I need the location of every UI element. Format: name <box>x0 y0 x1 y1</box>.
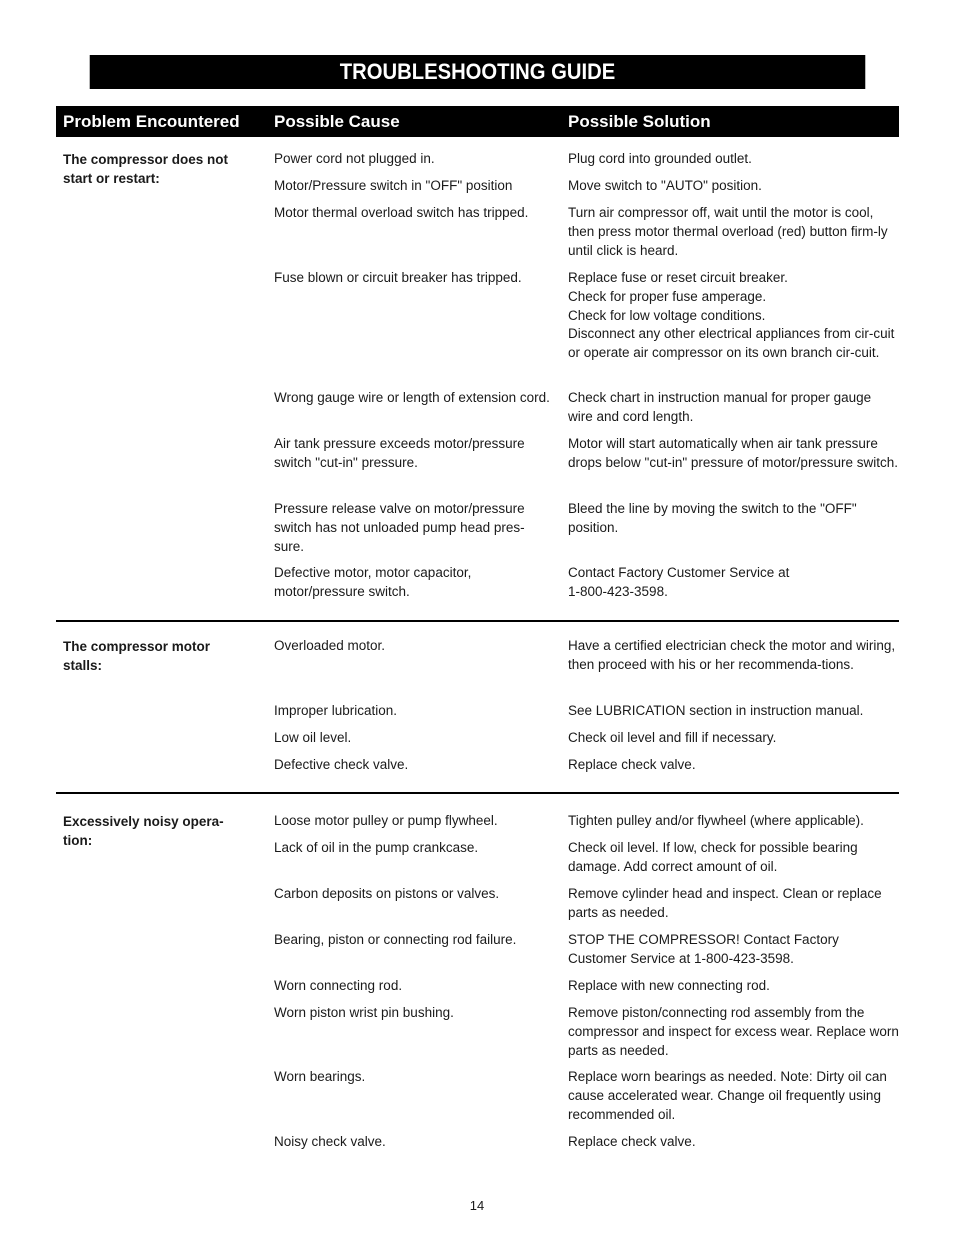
solution-cell: Contact Factory Customer Service at 1-800-423-3598. <box>568 565 790 599</box>
cause-cell: Bearing, piston or connecting rod failure. <box>274 932 517 947</box>
solution-cell: Replace with new connecting rod. <box>568 978 770 993</box>
cause-cell: Loose motor pulley or pump flywheel. <box>274 813 498 828</box>
solution-cell: Plug cord into grounded outlet. <box>568 151 752 166</box>
cause-cell: Power cord not plugged in. <box>274 151 435 166</box>
table-header <box>56 106 899 137</box>
cause-cell: Worn piston wrist pin bushing. <box>274 1005 454 1020</box>
problem-label: Excessively noisy opera-tion: <box>63 814 224 848</box>
solution-cell: Check oil level. If low, check for possible bearing damage. Add correct amount of oil. <box>568 840 858 874</box>
page-title: TROUBLESHOOTING GUIDE <box>90 55 866 89</box>
cause-cell: Fuse blown or circuit breaker has tripped. <box>274 270 522 285</box>
cause-cell: Carbon deposits on pistons or valves. <box>274 886 500 901</box>
cause-cell: Low oil level. <box>274 730 352 745</box>
column-header-cause: Possible Cause <box>274 112 400 131</box>
column-header-solution: Possible Solution <box>568 112 711 131</box>
solution-cell: Move switch to "AUTO" position. <box>568 178 762 193</box>
cause-cell: Defective check valve. <box>274 757 409 772</box>
solution-cell: Replace worn bearings as needed. Note: Dirty oil can cause accelerated wear. Change oil frequently using recommended oil. <box>568 1069 887 1122</box>
cause-cell: Overloaded motor. <box>274 638 386 653</box>
section-noisy-operation <box>56 792 899 1164</box>
cause-cell: Worn bearings. <box>274 1069 366 1084</box>
solution-cell: Check oil level and fill if necessary. <box>568 730 777 745</box>
cause-cell: Lack of oil in the pump crankcase. <box>274 840 479 855</box>
cause-cell: Motor/Pressure switch in "OFF" position <box>274 178 513 193</box>
cause-cell: Noisy check valve. <box>274 1134 386 1149</box>
column-header-problem: Problem Encountered <box>63 112 240 131</box>
solution-cell: Turn air compressor off, wait until the motor is cool, then press motor thermal overload (red) button firm-ly until click is heard. <box>568 205 888 258</box>
solution-cell: Check chart in instruction manual for proper gauge wire and cord length. <box>568 390 872 424</box>
solution-cell: See LUBRICATION section in instruction manual. <box>568 703 864 718</box>
solution-cell: Remove piston/connecting rod assembly from the compressor and inspect for excess wear. Replace worn parts as needed. <box>568 1005 899 1058</box>
solution-cell: Tighten pulley and/or flywheel (where applicable). <box>568 813 864 828</box>
solution-cell: Replace check valve. <box>568 757 696 772</box>
solution-cell: STOP THE COMPRESSOR! Contact Factory Customer Service at 1-800-423-3598. <box>568 932 839 966</box>
section-compressor-not-start <box>56 150 899 620</box>
cause-cell: Wrong gauge wire or length of extension cord. <box>274 390 550 405</box>
section-motor-stalls <box>56 620 899 792</box>
solution-cell: Bleed the line by moving the switch to the "OFF" position. <box>568 501 857 535</box>
solution-cell: Replace check valve. <box>568 1134 696 1149</box>
cause-cell: Defective motor, motor capacitor, motor/pressure switch. <box>274 565 472 599</box>
solution-cell: Replace fuse or reset circuit breaker. Check for proper fuse amperage. Check for low voltage conditions. Disconnect any other electrical appliances from cir-cuit or operate air compressor on its own branch cir-cuit. <box>568 270 895 361</box>
solution-cell: Have a certified electrician check the motor and wiring, then proceed with his or her recommenda-tions. <box>568 638 896 672</box>
problem-label: The compressor does not start or restart: <box>63 152 229 186</box>
cause-cell: Worn connecting rod. <box>274 978 403 993</box>
page-number: 14 <box>469 1198 485 1213</box>
solution-cell: Remove cylinder head and inspect. Clean or replace parts as needed. <box>568 886 882 920</box>
solution-cell: Motor will start automatically when air tank pressure drops below "cut-in" pressure of motor/pressure switch. <box>568 436 898 470</box>
cause-cell: Motor thermal overload switch has tripped. <box>274 205 529 220</box>
cause-cell: Improper lubrication. <box>274 703 398 718</box>
cause-cell: Pressure release valve on motor/pressure switch has not unloaded pump head pres-sure. <box>274 501 525 554</box>
problem-label: The compressor motor stalls: <box>63 639 211 673</box>
cause-cell: Air tank pressure exceeds motor/pressure switch "cut-in" pressure. <box>274 436 525 470</box>
